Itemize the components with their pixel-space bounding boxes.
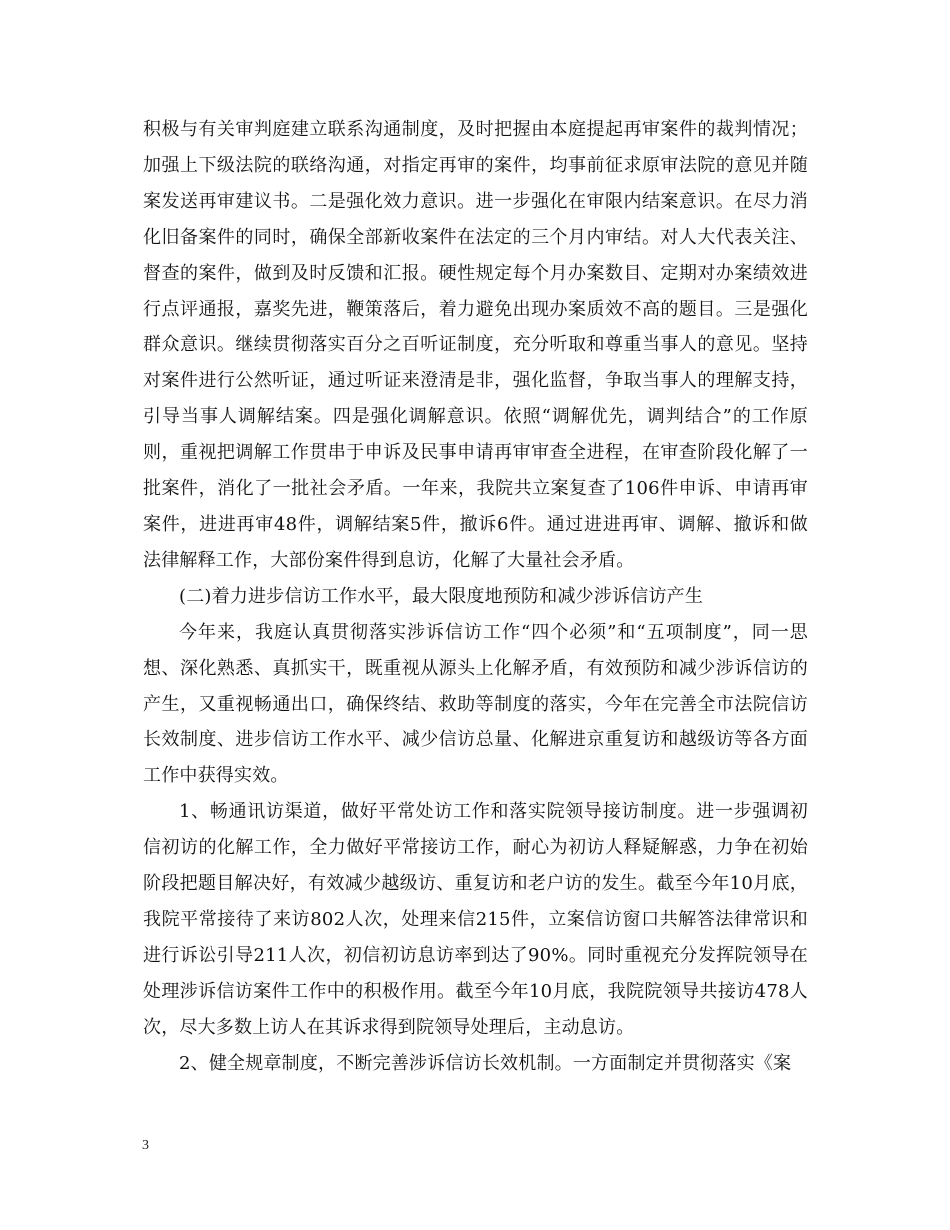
paragraph-5: 2、健全规章制度，不断完善涉诉信访长效机制。一方面制定并贯彻落实《案 xyxy=(179,1052,792,1074)
paragraph-4: 1、畅通讯访渠道，做好平常处访工作和落实院领导接访制度。进一步强调初信初访的化解工作，全力做好平常接访工作，耐心为初访人释疑解惑，力争在初始阶段把题目解决好，有效减少越级访、重复访和老户访的发生。截至今年10月底，我院平常接待了来访802人次，处理来信215件，立案信访窗口共解答法律常识和进行诉讼引导211人次，初信初访息访率到达了90%。同时重视充分发挥院领导在处理涉诉信访案件工作中的积极作用。截至今年10月底，我院院领导共接访478人次，尽大多数上访人在其诉求得到院领导处理后，主动息访。 xyxy=(143,801,808,1038)
paragraph-1: 积极与有关审判庭建立联系沟通制度，及时把握由本庭提起再审案件的裁判情况；加强上下级法院的联络沟通，对指定再审的案件，均事前征求原审法院的意见并随案发送再审建议书。二是强化效力意识。进一步强化在审限内结案意识。在尽力消化旧备案件的同时，确保全部新收案件在法定的三个月内审结。对人大代表关注、督查的案件，做到及时反馈和汇报。硬性规定每个月办案数目、定期对办案绩效进行点评通报，嘉奖先进，鞭策落后，着力避免出现办案质效不高的题目。三是强化群众意识。继续贯彻落实百分之百听证制度，充分听取和尊重当事人的意见。坚持对案件进行公然听证，通过听证来澄清是非，强化监督，争取当事人的理解支持，引导当事人调解结案。四是强化调解意识。依照“调解优先，调判结合”的工作原则，重视把调解工作贯串于申诉及民事申请再审审查全进程，在审查阶段化解了一批案件，消化了一批社会矛盾。一年来，我院共立案复查了106件申诉、申请再审案件，进进再审48件，调解结案5件，撤诉6件。通过进进再审、调解、撤诉和做法律解释工作，大部份案件得到息访，化解了大量社会矛盾。 xyxy=(143,119,808,571)
page-number: 3 xyxy=(142,1138,149,1153)
section-heading-2: (二)着力进步信访工作水平，最大限度地预防和减少涉诉信访产生 xyxy=(179,585,704,607)
paragraph-3: 今年来，我庭认真贯彻落实涉诉信访工作“四个必须”和“五项制度”，同一思想、深化熟悉、真抓实干，既重视从源头上化解矛盾，有效预防和减少涉诉信访的产生，又重视畅通出口，确保终结、救助等制度的落实，今年在完善全市法院信访长效制度、进步信访工作水平、减少信访总量、化解进京重复访和越级访等各方面工作中获得实效。 xyxy=(143,621,808,787)
document-body xyxy=(143,112,808,1081)
